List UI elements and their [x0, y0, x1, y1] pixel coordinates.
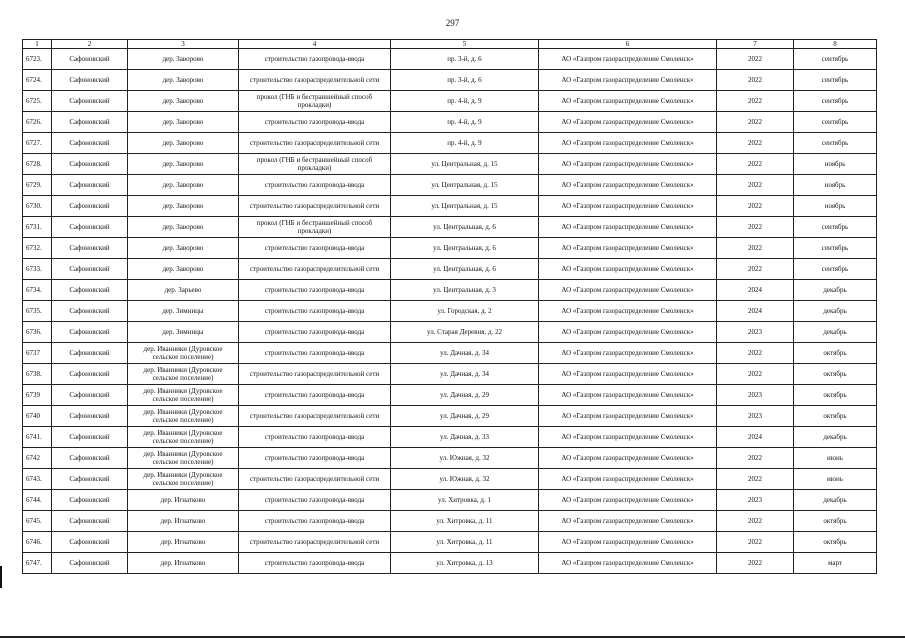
row-number-cell: 6734. [23, 280, 52, 301]
settlement-cell: дер. Заворово [128, 154, 239, 175]
organization-cell: АО «Газпром газораспределение Смоленск» [539, 469, 717, 490]
year-cell: 2023 [717, 490, 794, 511]
row-number-cell: 6724. [23, 70, 52, 91]
work-type-cell: строительство газопровода-ввода [239, 427, 391, 448]
settlement-cell: дер. Игнатково [128, 553, 239, 574]
column-header: 1 [23, 40, 52, 49]
address-cell: ул. Центральная, д. 3 [391, 280, 539, 301]
organization-cell: АО «Газпром газораспределение Смоленск» [539, 427, 717, 448]
page-bottom-rule [0, 636, 905, 638]
work-type-cell: строительство газораспределительной сети [239, 532, 391, 553]
organization-cell: АО «Газпром газораспределение Смоленск» [539, 448, 717, 469]
row-number-cell: 6733. [23, 259, 52, 280]
year-cell: 2022 [717, 364, 794, 385]
work-type-cell: строительство газораспределительной сети [239, 196, 391, 217]
organization-cell: АО «Газпром газораспределение Смоленск» [539, 49, 717, 70]
organization-cell: АО «Газпром газораспределение Смоленск» [539, 154, 717, 175]
table-row [23, 154, 877, 175]
page-number: 297 [445, 18, 460, 28]
row-number-cell: 6728. [23, 154, 52, 175]
year-cell: 2022 [717, 175, 794, 196]
column-header: 6 [539, 40, 717, 49]
address-cell: пр. 4-й, д. 9 [391, 91, 539, 112]
address-cell: ул. Дачная, д. 34 [391, 343, 539, 364]
table-body [23, 49, 877, 574]
gasification-schedule-table [22, 39, 877, 574]
month-cell: ноябрь [794, 196, 877, 217]
organization-cell: АО «Газпром газораспределение Смоленск» [539, 385, 717, 406]
organization-cell: АО «Газпром газораспределение Смоленск» [539, 322, 717, 343]
work-type-cell: строительство газопровода-ввода [239, 49, 391, 70]
organization-cell: АО «Газпром газораспределение Смоленск» [539, 280, 717, 301]
table-row [23, 217, 877, 238]
row-number-cell: 6739 [23, 385, 52, 406]
settlement-cell: дер. Иванники (Дуровское сельское поселение) [128, 469, 239, 490]
table-row [23, 133, 877, 154]
year-cell: 2024 [717, 427, 794, 448]
address-cell: пр. 4-й, д. 9 [391, 112, 539, 133]
month-cell: декабрь [794, 280, 877, 301]
year-cell: 2022 [717, 154, 794, 175]
work-type-cell: строительство газораспределительной сети [239, 406, 391, 427]
settlement-cell: дер. Заворово [128, 196, 239, 217]
work-type-cell: прокол (ГНБ и бестраншейный способ прокладки) [239, 154, 391, 175]
month-cell: июнь [794, 469, 877, 490]
year-cell: 2022 [717, 49, 794, 70]
month-cell: октябрь [794, 364, 877, 385]
address-cell: ул. Южная, д. 32 [391, 469, 539, 490]
address-cell: ул. Центральная, д. 15 [391, 196, 539, 217]
year-cell: 2022 [717, 448, 794, 469]
address-cell: ул. Центральная, д. 15 [391, 154, 539, 175]
row-number-cell: 6738. [23, 364, 52, 385]
year-cell: 2023 [717, 406, 794, 427]
year-cell: 2024 [717, 301, 794, 322]
settlement-cell: дер. Игнатково [128, 511, 239, 532]
address-cell: ул. Центральная, д. 6 [391, 259, 539, 280]
work-type-cell: строительство газопровода-ввода [239, 343, 391, 364]
work-type-cell: строительство газопровода-ввода [239, 385, 391, 406]
table-row [23, 448, 877, 469]
work-type-cell: строительство газопровода-ввода [239, 553, 391, 574]
address-cell: ул. Хитровка, д. 11 [391, 532, 539, 553]
district-cell: Сафоновский [52, 70, 128, 91]
organization-cell: АО «Газпром газораспределение Смоленск» [539, 553, 717, 574]
month-cell: июнь [794, 448, 877, 469]
table-row [23, 364, 877, 385]
table-row [23, 196, 877, 217]
settlement-cell: дер. Заворово [128, 175, 239, 196]
work-type-cell: строительство газопровода-ввода [239, 238, 391, 259]
address-cell: пр. 3-й, д. 6 [391, 70, 539, 91]
address-cell: ул. Дачная, д. 29 [391, 385, 539, 406]
settlement-cell: дер. Зимницы [128, 301, 239, 322]
table-row [23, 406, 877, 427]
year-cell: 2022 [717, 469, 794, 490]
month-cell: сентябрь [794, 49, 877, 70]
year-cell: 2022 [717, 238, 794, 259]
district-cell: Сафоновский [52, 154, 128, 175]
organization-cell: АО «Газпром газораспределение Смоленск» [539, 91, 717, 112]
settlement-cell: дер. Иванники (Дуровское сельское поселение) [128, 343, 239, 364]
table-header [23, 40, 877, 49]
table-row [23, 112, 877, 133]
year-cell: 2022 [717, 217, 794, 238]
column-header: 2 [52, 40, 128, 49]
row-number-cell: 6732. [23, 238, 52, 259]
work-type-cell: прокол (ГНБ и бестраншейный способ прокладки) [239, 217, 391, 238]
row-number-cell: 6743. [23, 469, 52, 490]
organization-cell: АО «Газпром газораспределение Смоленск» [539, 364, 717, 385]
month-cell: сентябрь [794, 238, 877, 259]
settlement-cell: дер. Заворово [128, 70, 239, 91]
row-number-cell: 6746. [23, 532, 52, 553]
district-cell: Сафоновский [52, 280, 128, 301]
table-row [23, 301, 877, 322]
organization-cell: АО «Газпром газораспределение Смоленск» [539, 196, 717, 217]
month-cell: март [794, 553, 877, 574]
month-cell: октябрь [794, 385, 877, 406]
district-cell: Сафоновский [52, 490, 128, 511]
month-cell: октябрь [794, 532, 877, 553]
row-number-cell: 6740 [23, 406, 52, 427]
month-cell: декабрь [794, 490, 877, 511]
month-cell: октябрь [794, 406, 877, 427]
month-cell: ноябрь [794, 175, 877, 196]
table-row [23, 427, 877, 448]
organization-cell: АО «Газпром газораспределение Смоленск» [539, 343, 717, 364]
district-cell: Сафоновский [52, 532, 128, 553]
month-cell: декабрь [794, 427, 877, 448]
settlement-cell: дер. Заворово [128, 91, 239, 112]
work-type-cell: строительство газопровода-ввода [239, 301, 391, 322]
district-cell: Сафоновский [52, 301, 128, 322]
settlement-cell: дер. Заворово [128, 133, 239, 154]
district-cell: Сафоновский [52, 448, 128, 469]
table-row [23, 91, 877, 112]
address-cell: ул. Дачная, д. 29 [391, 406, 539, 427]
month-cell: декабрь [794, 301, 877, 322]
address-cell: ул. Хитровка, д. 11 [391, 511, 539, 532]
address-cell: ул. Старая Деревня, д. 22 [391, 322, 539, 343]
address-cell: ул. Центральная, д. 6 [391, 217, 539, 238]
organization-cell: АО «Газпром газораспределение Смоленск» [539, 511, 717, 532]
work-type-cell: строительство газопровода-ввода [239, 175, 391, 196]
work-type-cell: строительство газораспределительной сети [239, 133, 391, 154]
address-cell: ул. Городская, д. 2 [391, 301, 539, 322]
row-number-cell: 6745. [23, 511, 52, 532]
month-cell: сентябрь [794, 217, 877, 238]
year-cell: 2022 [717, 112, 794, 133]
column-header: 7 [717, 40, 794, 49]
address-cell: пр. 3-й, д. 6 [391, 49, 539, 70]
month-cell: ноябрь [794, 154, 877, 175]
settlement-cell: дер. Заворово [128, 112, 239, 133]
work-type-cell: строительство газораспределительной сети [239, 364, 391, 385]
year-cell: 2022 [717, 532, 794, 553]
district-cell: Сафоновский [52, 259, 128, 280]
organization-cell: АО «Газпром газораспределение Смоленск» [539, 532, 717, 553]
work-type-cell: строительство газораспределительной сети [239, 70, 391, 91]
organization-cell: АО «Газпром газораспределение Смоленск» [539, 217, 717, 238]
district-cell: Сафоновский [52, 112, 128, 133]
settlement-cell: дер. Игнатково [128, 532, 239, 553]
district-cell: Сафоновский [52, 217, 128, 238]
table-row [23, 322, 877, 343]
row-number-cell: 6730. [23, 196, 52, 217]
work-type-cell: строительство газопровода-ввода [239, 448, 391, 469]
settlement-cell: дер. Иванники (Дуровское сельское поселение) [128, 448, 239, 469]
column-header: 5 [391, 40, 539, 49]
scan-edge-mark [0, 566, 2, 588]
settlement-cell: дер. Зарьево [128, 280, 239, 301]
district-cell: Сафоновский [52, 175, 128, 196]
table-row [23, 238, 877, 259]
settlement-cell: дер. Иванники (Дуровское сельское поселение) [128, 406, 239, 427]
organization-cell: АО «Газпром газораспределение Смоленск» [539, 133, 717, 154]
address-cell: ул. Южная, д. 32 [391, 448, 539, 469]
address-cell: ул. Дачная, д. 34 [391, 364, 539, 385]
year-cell: 2022 [717, 133, 794, 154]
work-type-cell: строительство газопровода-ввода [239, 112, 391, 133]
settlement-cell: дер. Заворово [128, 49, 239, 70]
column-header: 4 [239, 40, 391, 49]
organization-cell: АО «Газпром газораспределение Смоленск» [539, 112, 717, 133]
year-cell: 2022 [717, 511, 794, 532]
work-type-cell: строительство газопровода-ввода [239, 490, 391, 511]
month-cell: сентябрь [794, 91, 877, 112]
settlement-cell: дер. Иванники (Дуровское сельское поселение) [128, 364, 239, 385]
month-cell: сентябрь [794, 112, 877, 133]
work-type-cell: строительство газопровода-ввода [239, 322, 391, 343]
row-number-cell: 6725. [23, 91, 52, 112]
month-cell: сентябрь [794, 259, 877, 280]
district-cell: Сафоновский [52, 553, 128, 574]
table-row [23, 49, 877, 70]
year-cell: 2022 [717, 553, 794, 574]
header-row [23, 40, 877, 49]
month-cell: октябрь [794, 343, 877, 364]
year-cell: 2022 [717, 91, 794, 112]
row-number-cell: 6727. [23, 133, 52, 154]
address-cell: ул. Дачная, д. 33 [391, 427, 539, 448]
year-cell: 2023 [717, 322, 794, 343]
organization-cell: АО «Газпром газораспределение Смоленск» [539, 175, 717, 196]
work-type-cell: строительство газораспределительной сети [239, 259, 391, 280]
address-cell: ул. Хитровка, д. 13 [391, 553, 539, 574]
year-cell: 2024 [717, 280, 794, 301]
address-cell: ул. Хитровка, д. 1 [391, 490, 539, 511]
table-row [23, 532, 877, 553]
district-cell: Сафоновский [52, 511, 128, 532]
district-cell: Сафоновский [52, 385, 128, 406]
settlement-cell: дер. Зимницы [128, 322, 239, 343]
row-number-cell: 6747. [23, 553, 52, 574]
table-row [23, 280, 877, 301]
month-cell: декабрь [794, 322, 877, 343]
row-number-cell: 6731. [23, 217, 52, 238]
month-cell: сентябрь [794, 133, 877, 154]
organization-cell: АО «Газпром газораспределение Смоленск» [539, 406, 717, 427]
column-header: 3 [128, 40, 239, 49]
address-cell: ул. Центральная, д. 6 [391, 238, 539, 259]
settlement-cell: дер. Иванники (Дуровское сельское поселение) [128, 427, 239, 448]
row-number-cell: 6737 [23, 343, 52, 364]
year-cell: 2023 [717, 385, 794, 406]
district-cell: Сафоновский [52, 343, 128, 364]
organization-cell: АО «Газпром газораспределение Смоленск» [539, 259, 717, 280]
table-row [23, 259, 877, 280]
table-row [23, 553, 877, 574]
work-type-cell: строительство газопровода-ввода [239, 511, 391, 532]
row-number-cell: 6735. [23, 301, 52, 322]
column-header: 8 [794, 40, 877, 49]
settlement-cell: дер. Заворово [128, 238, 239, 259]
settlement-cell: дер. Заворово [128, 217, 239, 238]
table-row [23, 70, 877, 91]
table-row [23, 175, 877, 196]
district-cell: Сафоновский [52, 196, 128, 217]
organization-cell: АО «Газпром газораспределение Смоленск» [539, 238, 717, 259]
year-cell: 2022 [717, 259, 794, 280]
row-number-cell: 6726. [23, 112, 52, 133]
month-cell: сентябрь [794, 70, 877, 91]
work-type-cell: прокол (ГНБ и бестраншейный способ прокладки) [239, 91, 391, 112]
month-cell: октябрь [794, 511, 877, 532]
row-number-cell: 6742 [23, 448, 52, 469]
row-number-cell: 6729. [23, 175, 52, 196]
district-cell: Сафоновский [52, 469, 128, 490]
settlement-cell: дер. Заворово [128, 259, 239, 280]
address-cell: ул. Центральная, д. 15 [391, 175, 539, 196]
settlement-cell: дер. Игнатково [128, 490, 239, 511]
table-row [23, 490, 877, 511]
district-cell: Сафоновский [52, 91, 128, 112]
district-cell: Сафоновский [52, 133, 128, 154]
organization-cell: АО «Газпром газораспределение Смоленск» [539, 301, 717, 322]
address-cell: пр. 4-й, д. 9 [391, 133, 539, 154]
work-type-cell: строительство газораспределительной сети [239, 469, 391, 490]
row-number-cell: 6736. [23, 322, 52, 343]
year-cell: 2022 [717, 343, 794, 364]
district-cell: Сафоновский [52, 238, 128, 259]
work-type-cell: строительство газопровода-ввода [239, 280, 391, 301]
district-cell: Сафоновский [52, 406, 128, 427]
row-number-cell: 6741. [23, 427, 52, 448]
table-row [23, 343, 877, 364]
table-row [23, 511, 877, 532]
settlement-cell: дер. Иванники (Дуровское сельское поселение) [128, 385, 239, 406]
district-cell: Сафоновский [52, 427, 128, 448]
row-number-cell: 6723. [23, 49, 52, 70]
district-cell: Сафоновский [52, 49, 128, 70]
year-cell: 2022 [717, 196, 794, 217]
organization-cell: АО «Газпром газораспределение Смоленск» [539, 490, 717, 511]
district-cell: Сафоновский [52, 322, 128, 343]
year-cell: 2022 [717, 70, 794, 91]
table-row [23, 385, 877, 406]
organization-cell: АО «Газпром газораспределение Смоленск» [539, 70, 717, 91]
district-cell: Сафоновский [52, 364, 128, 385]
row-number-cell: 6744. [23, 490, 52, 511]
table-row [23, 469, 877, 490]
